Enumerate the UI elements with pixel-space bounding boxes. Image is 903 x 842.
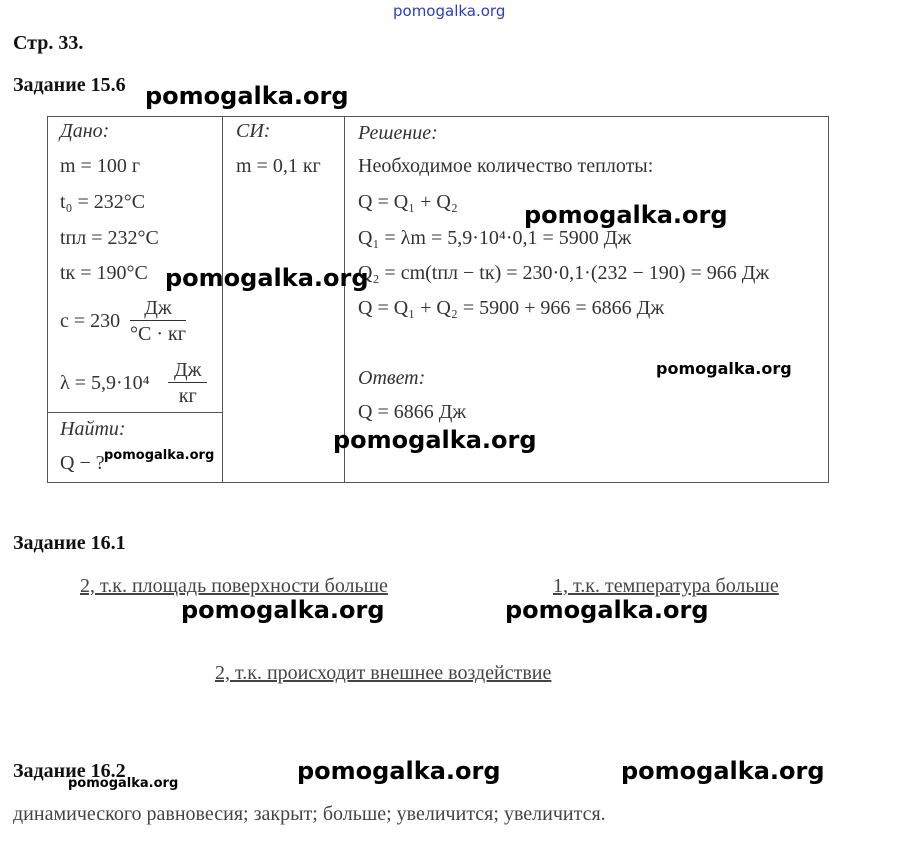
given-lambda-unit	[168, 358, 207, 409]
given-c-unit-den: °C · кг	[130, 323, 186, 345]
watermark: pomogalka.org	[621, 757, 825, 785]
given-c-unit	[130, 296, 186, 347]
watermark: pomogalka.org	[656, 359, 792, 378]
find-header: Найти:	[60, 418, 126, 440]
watermark: pomogalka.org	[165, 264, 369, 292]
page-title: Стр. 33.	[13, 32, 84, 54]
solution-line-3: Q₂ = cm(tпл − tк) = 230·0,1·(232 − 190) = 966 Дж	[358, 262, 770, 284]
watermark: pomogalka.org	[333, 426, 537, 454]
task-16-2-title: Задание 16.2	[13, 760, 126, 782]
solution-line-4: Q = Q₁ + Q₂ = 5900 + 966 = 6866 Дж	[358, 297, 665, 319]
find-q: Q − ?	[60, 452, 105, 474]
given-lambda-unit-num: Дж	[168, 358, 207, 383]
answer-value: Q = 6866 Дж	[358, 401, 467, 423]
given-lambda-unit-den: кг	[178, 385, 197, 407]
task-15-6-title: Задание 15.6	[13, 74, 126, 96]
solution-line-1: Q = Q₁ + Q₂	[358, 191, 458, 213]
si-header: СИ:	[236, 120, 271, 142]
answer-16-1-a: 2, т.к. площадь поверхности больше	[80, 575, 388, 597]
task-16-1-title: Задание 16.1	[13, 532, 126, 554]
given-c-prefix: c = 230	[60, 310, 121, 332]
given-lambda-prefix: λ = 5,9·10⁴	[60, 372, 150, 394]
watermark: pomogalka.org	[524, 201, 728, 229]
given-tpl: tпл = 232°C	[60, 227, 159, 249]
task-16-2-text: динамического равновесия; закрыт; больше; увеличится; увеличится.	[13, 803, 606, 825]
given-c-unit-num: Дж	[130, 296, 186, 321]
given-mass: m = 100 г	[60, 155, 141, 177]
solution-intro: Необходимое количество теплоты:	[358, 155, 654, 177]
answer-16-1-b: 1, т.к. температура больше	[553, 575, 779, 597]
answer-header: Ответ:	[358, 367, 426, 389]
given-tk: tк = 190°C	[60, 262, 148, 284]
watermark: pomogalka.org	[68, 776, 179, 791]
watermark: pomogalka.org	[145, 82, 349, 110]
si-mass: m = 0,1 кг	[236, 155, 321, 177]
watermark-top-link[interactable]: pomogalka.org	[393, 2, 506, 20]
solution-line-2: Q₁ = λm = 5,9·10⁴·0,1 = 5900 Дж	[358, 227, 632, 249]
answer-16-1-c: 2, т.к. происходит внешнее воздействие	[215, 662, 552, 684]
solution-header: Решение:	[358, 122, 438, 144]
watermark: pomogalka.org	[104, 448, 215, 463]
watermark: pomogalka.org	[505, 596, 709, 624]
given-t0: t₀ = 232°C	[60, 191, 146, 213]
watermark: pomogalka.org	[181, 596, 385, 624]
given-header: Дано:	[60, 120, 110, 142]
watermark: pomogalka.org	[297, 757, 501, 785]
